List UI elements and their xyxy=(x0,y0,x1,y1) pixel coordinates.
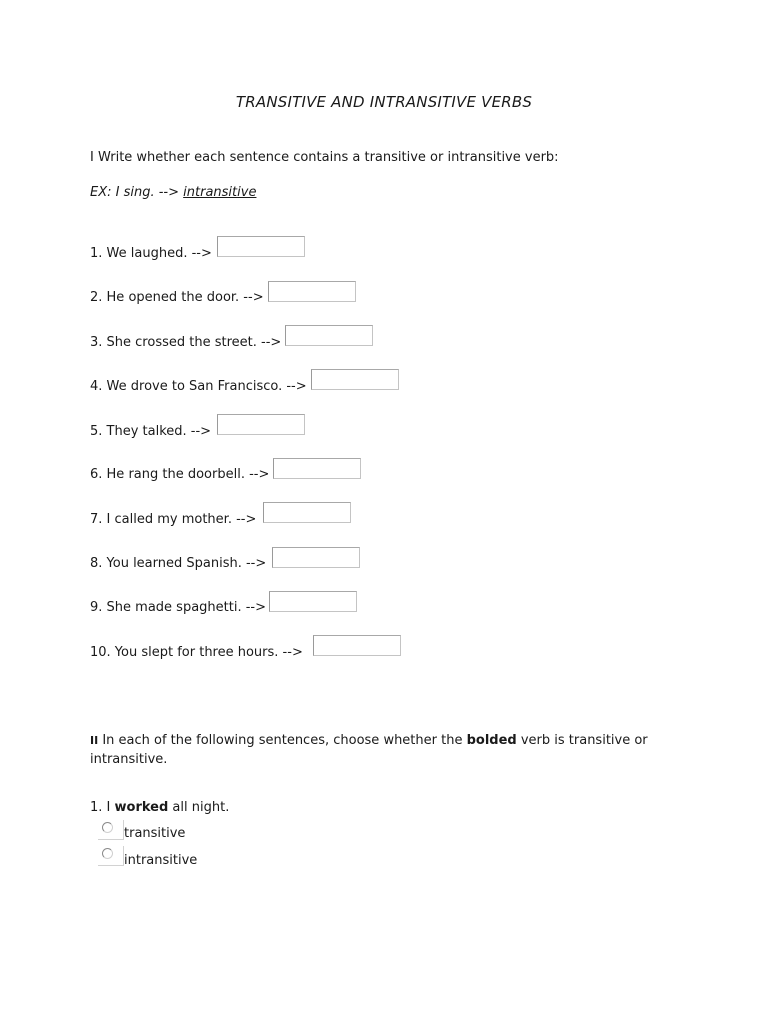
question-2-text: 2. He opened the door. --> xyxy=(90,290,264,305)
answer-input-1[interactable] xyxy=(217,236,305,257)
page-title: TRANSITIVE AND INTRANSITIVE VERBS xyxy=(235,93,533,111)
example-line xyxy=(90,185,256,200)
radio-intransitive[interactable] xyxy=(102,848,113,859)
option-transitive[interactable] xyxy=(98,820,124,840)
question-7-text: 7. I called my mother. --> xyxy=(90,512,257,527)
question-5-text: 5. They talked. --> xyxy=(90,424,212,439)
answer-input-4[interactable] xyxy=(311,369,399,390)
answer-input-7[interactable] xyxy=(263,502,351,523)
answer-input-6[interactable] xyxy=(273,458,361,479)
section2-instruction-part1: In each of the following sentences, choose whether the xyxy=(98,733,467,748)
radio-transitive[interactable] xyxy=(102,822,113,833)
answer-input-5[interactable] xyxy=(217,414,305,435)
question-4-text: 4. We drove to San Francisco. --> xyxy=(90,379,307,394)
question-6-text: 6. He rang the doorbell. --> xyxy=(90,467,270,482)
question-8-text: 8. You learned Spanish. --> xyxy=(90,556,267,571)
question-prefix: 1. I xyxy=(90,800,115,815)
question-bold-verb: worked xyxy=(114,800,169,815)
answer-input-9[interactable] xyxy=(269,591,357,612)
answer-input-3[interactable] xyxy=(285,325,373,346)
section2-instruction xyxy=(90,731,650,769)
section2-question-1 xyxy=(90,800,229,815)
option-label-intransitive: intransitive xyxy=(124,853,198,868)
section1-instruction: I Write whether each sentence contains a transitive or intransitive verb: xyxy=(90,150,559,165)
question-suffix: all night. xyxy=(168,800,230,815)
question-3-text: 3. She crossed the street. --> xyxy=(90,335,282,350)
option-intransitive[interactable] xyxy=(98,846,124,866)
section2-numeral: II xyxy=(90,734,99,747)
example-prefix: EX: I sing. --> xyxy=(90,185,184,200)
answer-input-10[interactable] xyxy=(313,635,401,656)
question-1-text: 1. We laughed. --> xyxy=(90,246,212,261)
option-label-transitive: transitive xyxy=(124,826,186,841)
section2-instruction-part2: verb is transitive or intransitive. xyxy=(90,733,648,767)
section2-instruction-bold: bolded xyxy=(466,733,517,748)
example-answer: intransitive xyxy=(183,185,257,200)
question-10-text: 10. You slept for three hours. --> xyxy=(90,645,303,660)
answer-input-2[interactable] xyxy=(268,281,356,302)
answer-input-8[interactable] xyxy=(272,547,360,568)
question-9-text: 9. She made spaghetti. --> xyxy=(90,600,266,615)
